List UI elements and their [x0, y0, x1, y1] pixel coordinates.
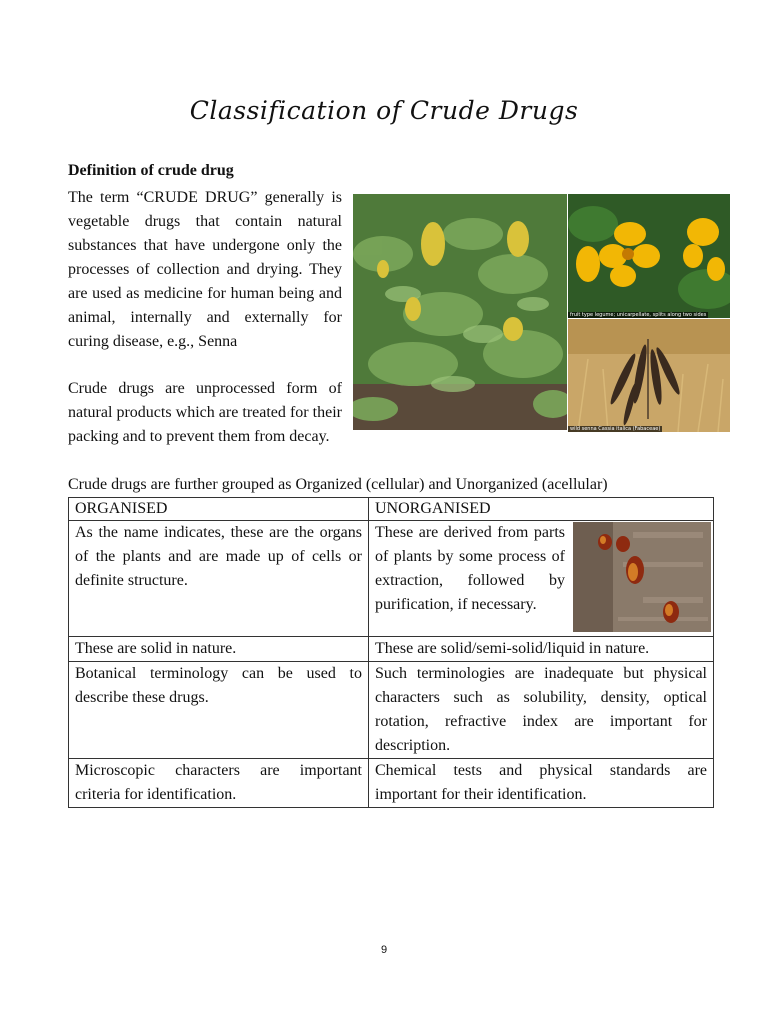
- senna-flower-photo: [568, 194, 730, 318]
- organised-cell: Botanical terminology can be used to describe these drugs.: [69, 662, 369, 759]
- organised-cell: These are solid in nature.: [69, 637, 369, 662]
- senna-plant-photo: [353, 194, 567, 430]
- definition-paragraph: The term “CRUDE DRUG” generally is vegetable drugs that contain natural substances that have undergone only the processes of collection and drying. They are used as medicine for human being and animal, internally and externally for curing disease, e.g., Senna: [68, 189, 342, 350]
- page-number: 9: [380, 944, 388, 956]
- grouping-sentence: Crude drugs are further grouped as Organized (cellular) and Unorganized (acellular): [68, 476, 608, 493]
- header-unorganised: UNORGANISED: [369, 498, 714, 521]
- unorganised-cell: [369, 521, 714, 637]
- organised-cell: Microscopic characters are important criteria for identification.: [69, 759, 369, 808]
- table-header-row: [69, 498, 714, 521]
- pods-caption: wild senna Cassia italica (Fabaceae): [570, 426, 661, 432]
- header-organised: ORGANISED: [69, 498, 369, 521]
- table-row: [69, 637, 714, 662]
- page-title: Classification of Crude Drugs: [189, 96, 579, 125]
- table-row: [69, 759, 714, 808]
- table-row: [69, 662, 714, 759]
- unprocessed-paragraph: Crude drugs are unprocessed form of natural products which are treated for their packing and to prevent them from decay.: [68, 380, 342, 445]
- classification-table: [68, 497, 714, 808]
- table-row: [69, 521, 714, 637]
- senna-pods-photo: [568, 319, 730, 432]
- organised-cell: As the name indicates, these are the organs of the plants and are made up of cells or definite structure.: [69, 521, 369, 637]
- unorganised-cell: Such terminologies are inadequate but physical characters such as solubility, density, optical rotation, refractive index are important for description.: [369, 662, 714, 759]
- unorganised-cell: These are solid/semi-solid/liquid in nature.: [369, 637, 714, 662]
- flower-caption: fruit type legume; unicarpellate, splits along two sides: [570, 312, 707, 318]
- unorganised-text: These are derived from parts of plants by some process of extraction, followed by purification, if necessary.: [375, 524, 565, 613]
- resin-gum-photo: [573, 522, 711, 632]
- section-heading: Definition of crude drug: [68, 162, 234, 179]
- unorganised-cell: Chemical tests and physical standards are important for their identification.: [369, 759, 714, 808]
